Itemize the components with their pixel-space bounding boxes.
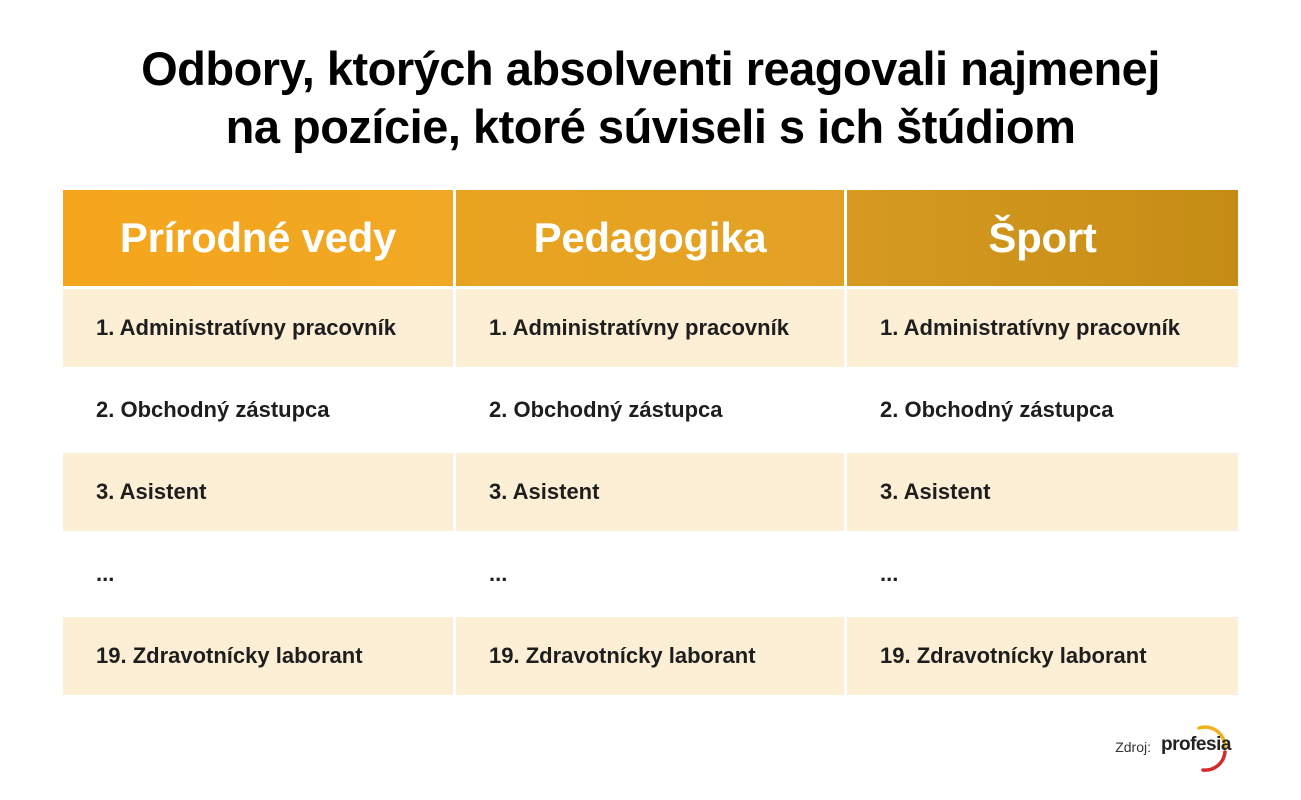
table-cell: 1. Administratívny pracovník	[456, 289, 844, 367]
table-cell: 19. Zdravotnícky laborant	[456, 617, 844, 695]
title-line-1: Odbory, ktorých absolventi reagovali najmenej	[141, 42, 1160, 95]
column-header: Pedagogika	[456, 190, 844, 286]
logo-wordmark: profesia	[1161, 734, 1231, 755]
table-row	[63, 289, 1238, 367]
table-row	[63, 453, 1238, 531]
table-cell: ...	[456, 534, 844, 614]
table-row	[63, 617, 1238, 695]
table-cell: 1. Administratívny pracovník	[63, 289, 453, 367]
table-cell: 2. Obchodný zástupca	[63, 370, 453, 450]
table-cell: 19. Zdravotnícky laborant	[63, 617, 453, 695]
column-header: Šport	[847, 190, 1238, 286]
table-row	[63, 370, 1238, 450]
table-cell: 1. Administratívny pracovník	[847, 289, 1238, 367]
profesia-logo	[1159, 722, 1235, 772]
comparison-table	[63, 190, 1238, 695]
table-cell: 3. Asistent	[456, 453, 844, 531]
page-title	[0, 40, 1301, 156]
table-cell: 2. Obchodný zástupca	[847, 370, 1238, 450]
title-line-2: na pozície, ktoré súviseli s ich štúdiom	[225, 100, 1076, 153]
table-row	[63, 534, 1238, 614]
table-header-row	[63, 190, 1238, 286]
table-cell: 3. Asistent	[847, 453, 1238, 531]
table-cell: ...	[63, 534, 453, 614]
source-label: Zdroj:	[1115, 739, 1151, 755]
table-cell: ...	[847, 534, 1238, 614]
table-cell: 3. Asistent	[63, 453, 453, 531]
table-cell: 2. Obchodný zástupca	[456, 370, 844, 450]
column-header: Prírodné vedy	[63, 190, 453, 286]
table-cell: 19. Zdravotnícky laborant	[847, 617, 1238, 695]
source-credit	[1115, 722, 1235, 772]
